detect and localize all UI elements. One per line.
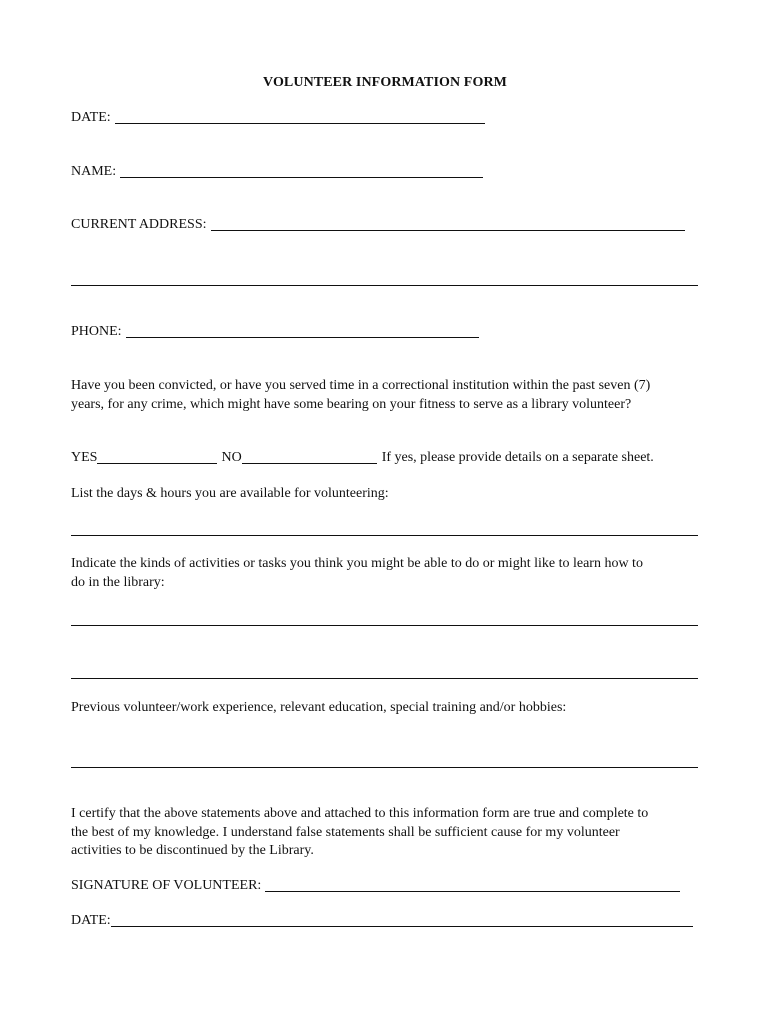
yes-label: YES [71,450,98,465]
conviction-question-line-2: years, for any crime, which might have some bearing on your fitness to serve as a library volunteer? [71,396,632,412]
no-field[interactable] [242,449,377,464]
name-field[interactable] [120,163,483,178]
address-field-line-1[interactable] [211,216,685,231]
signature-field[interactable] [265,877,680,892]
name-label: NAME: [71,164,117,179]
phone-field[interactable] [126,323,479,338]
signature-date-row [71,912,693,930]
address-label: CURRENT ADDRESS: [71,217,207,232]
yes-no-row [71,449,654,467]
no-label: NO [221,450,242,465]
signature-date-label: DATE: [71,913,111,928]
yes-note: If yes, please provide details on a separate sheet. [381,450,654,465]
certification-statement [71,805,703,861]
conviction-question [71,377,703,414]
experience-row [71,699,566,717]
phone-label: PHONE: [71,324,122,339]
date-field[interactable] [115,109,485,124]
form-title: VOLUNTEER INFORMATION FORM [263,75,507,90]
signature-date-field[interactable] [111,912,693,927]
availability-row [71,485,389,503]
activities-field-line-2[interactable] [71,678,698,679]
certification-line-3: activities to be discontinued by the Library. [71,843,314,858]
yes-field[interactable] [97,449,217,464]
signature-row [71,877,680,895]
conviction-question-line-1: Have you been convicted, or have you served time in a correctional institution within the past seven (7) [71,378,651,393]
signature-label: SIGNATURE OF VOLUNTEER: [71,878,262,893]
activities-question [71,555,703,592]
experience-field[interactable] [71,767,698,768]
phone-row [71,323,479,341]
certification-line-1: I certify that the above statements above and attached to this information form are true and complete to [71,806,649,821]
date-label: DATE: [71,110,111,125]
date-row [71,109,485,127]
activities-question-line-1: Indicate the kinds of activities or tasks you think you might be able to do or might like to learn how to [71,556,643,571]
certification-line-2: the best of my knowledge. I understand false statements shall be sufficient cause for my volunteer [71,824,620,840]
experience-label: Previous volunteer/work experience, relevant education, special training and/or hobbies: [71,700,567,715]
address-field-line-2[interactable] [71,285,698,286]
name-row [71,163,483,181]
availability-field[interactable] [71,535,698,536]
activities-question-line-2: do in the library: [71,574,165,590]
availability-label: List the days & hours you are available for volunteering: [71,486,389,501]
address-row [71,216,685,234]
activities-field-line-1[interactable] [71,625,698,626]
